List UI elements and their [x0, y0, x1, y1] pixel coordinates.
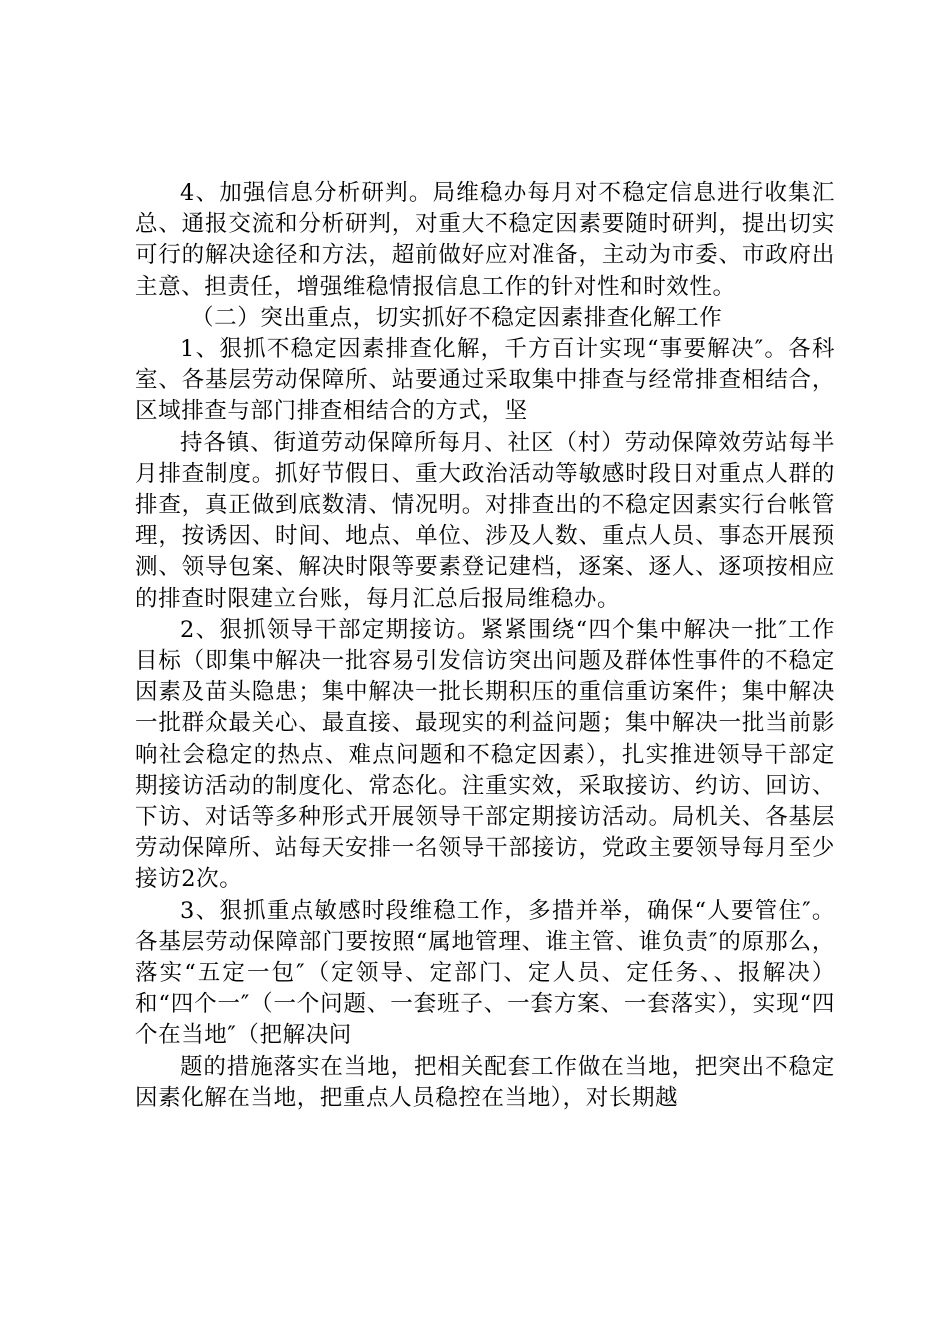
paragraph-investigation: 1、狠抓不稳定因素排查化解，千方百计实现“事要解决″。各科室、各基层劳动保障所、站要通过采取集中排查与经常排查相结合，区域排查与部门排查相结合的方式，坚 [135, 336, 835, 425]
section-heading-2: （二）突出重点，切实抓好不稳定因素排查化解工作 [191, 304, 723, 331]
paragraph-info-analysis: 4、加强信息分析研判。局维稳办每月对不稳定信息进行收集汇总、通报交流和分析研判，对重大不稳定因素要随时研判，提出切实可行的解决途径和方法，超前做好应对准备，主动为市委、市政府出主意、担责任，增强维稳情报信息工作的针对性和时效性。 [135, 180, 835, 300]
document-body [135, 178, 835, 1114]
paragraph-sensitive-periods: 3、狠抓重点敏感时段维稳工作，多措并举，确保“人要管住″。各基层劳动保障部门要按照“属地管理、谁主管、谁负责″的原那么，落实“五定一包″（定领导、定部门、定人员、定任务、、报解决）和“四个一″（一个问题、一套班子、一套方案、一套落实），实现“四个在当地″（把解决问 [135, 897, 835, 1049]
paragraph-leader-visits: 2、狠抓领导干部定期接访。紧紧围绕“四个集中解决一批″工作目标（即集中解决一批容易引发信访突出问题及群体性事件的不稳定因素及苗头隐患；集中解决一批长期积压的重信重访案件；集中解决一批群众最关心、最直接、最现实的利益问题；集中解决一批当前影响社会稳定的热点、难点问题和不稳定因素），扎实推进领导干部定期接访活动的制度化、常态化。注重实效，采取接访、约访、回访、下访、对话等多种形式开展领导干部定期接访活动。局机关、各基层劳动保障所、站每天安排一名领导干部接访，党政主要领导每月至少接访2次。 [135, 616, 835, 893]
paragraph-investigation-cont: 持各镇、街道劳动保障所每月、社区（村）劳动保障效劳站每半月排查制度。抓好节假日、重大政治活动等敏感时段日对重点人群的排查，真正做到底数清、情况明。对排查出的不稳定因素实行台帐管理，按诱因、时间、地点、单位、涉及人数、重点人员、事态开展预测、领导包案、解决时限等要素登记建档，逐案、逐人、逐项按相应的排查时限建立台账，每月汇总后报局维稳办。 [135, 429, 835, 612]
paragraph-sensitive-periods-cont: 题的措施落实在当地，把相关配套工作做在当地，把突出不稳定因素化解在当地，把重点人员稳控在当地），对长期越 [135, 1053, 835, 1111]
